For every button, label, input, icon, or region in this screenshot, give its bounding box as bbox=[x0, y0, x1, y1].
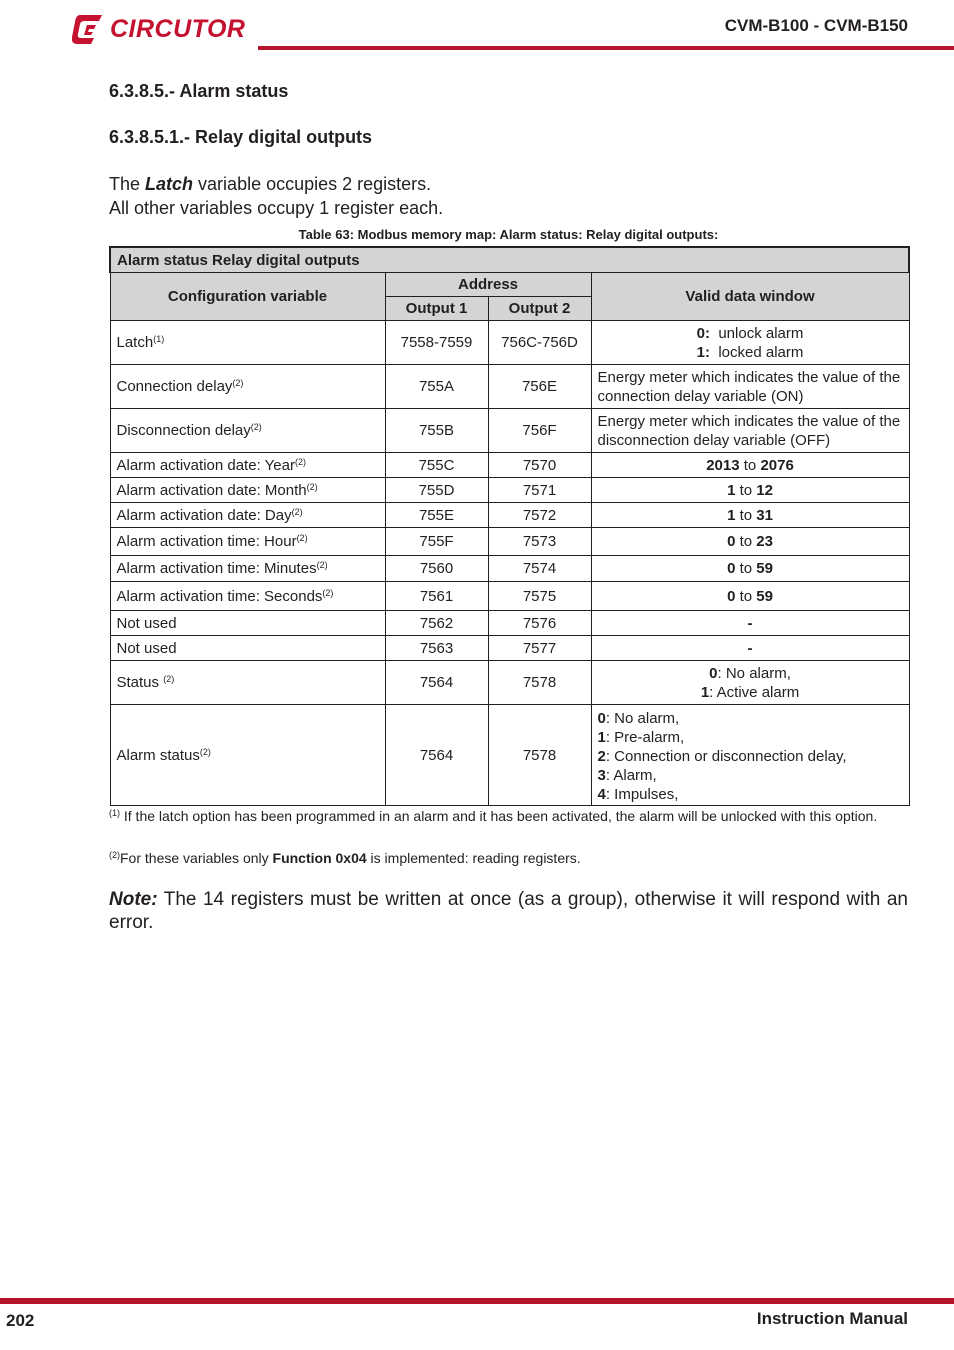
brand-logo bbox=[72, 12, 245, 46]
table-row: Alarm activation time: Seconds$^{(2)}$ 7561 7575 0 to 59 bbox=[110, 582, 909, 611]
header-rule bbox=[258, 46, 954, 50]
modbus-register-table bbox=[109, 246, 910, 806]
subsection-heading: 6.3.8.5.1.- Relay digital outputs bbox=[109, 127, 373, 147]
latch-valid-values: 0: unlock alarm 1: locked alarm bbox=[591, 321, 909, 365]
table-row: Alarm activation time: Hour$^{(2)}$ 755F 7573 0 to 23 bbox=[110, 528, 909, 556]
header-config-variable: Configuration variable bbox=[110, 273, 385, 321]
table-row: Alarm status$^{(2)}$ 7564 7578 0: No alarm, 1: Pre-alarm, 2: Connection or disconnection delay, 3: Alarm, 4: Impulses, bbox=[110, 705, 909, 806]
page-number: 202 bbox=[6, 1311, 35, 1330]
table-row: Alarm activation date: Month$^{(2)}$ 755D 7571 1 to 12 bbox=[110, 478, 909, 503]
header-output-2: Output 2 bbox=[488, 297, 591, 321]
footnote-2: $^{(2)}$For these variables only Function 0x04 is implemented: reading registers. bbox=[109, 850, 581, 866]
circutor-logo-icon bbox=[72, 13, 106, 45]
brand-name: CIRCUTOR bbox=[110, 14, 246, 43]
latch-word: Latch bbox=[145, 174, 194, 194]
table-row: Not used 7563 7577 - bbox=[110, 636, 909, 661]
header-address: Address bbox=[385, 273, 591, 297]
note-label: Note: bbox=[109, 889, 158, 910]
footnote-1: $^{(1)}$ If the latch option has been programmed in an alarm and it has been activated, the alarm will be unlocked with this option. bbox=[109, 808, 878, 824]
note-paragraph: Note: The 14 registers must be written at once (as a group), otherwise it will respond with an error. bbox=[109, 889, 908, 933]
table-row: Disconnection delay$^{(2)}$ 755B 756F Energy meter which indicates the value of the disconnection delay variable (OFF) bbox=[110, 409, 909, 453]
intro-text bbox=[109, 172, 443, 220]
document-title: CVM-B100 - CVM-B150 bbox=[724, 16, 908, 35]
table-title: Alarm status Relay digital outputs bbox=[110, 247, 909, 273]
header-valid-data-window: Valid data window bbox=[591, 273, 909, 321]
alarm-status-valid-values: 0: No alarm, 1: Pre-alarm, 2: Connection or disconnection delay, 3: Alarm, 4: Impulses, bbox=[591, 705, 909, 806]
table-row: Status $^{(2)}$ 7564 7578 0: No alarm, 1: Active alarm bbox=[110, 661, 909, 705]
intro-line-2: All other variables occupy 1 register each. bbox=[109, 198, 444, 218]
table-row: Alarm activation date: Year$^{(2)}$ 755C 7570 2013 to 2076 bbox=[110, 453, 909, 478]
intro-line-1: The Latch variable occupies 2 registers. bbox=[109, 174, 432, 194]
table-row: Alarm activation time: Minutes$^{(2)}$ 7560 7574 0 to 59 bbox=[110, 556, 909, 582]
footer-rule bbox=[0, 1298, 954, 1304]
footer-title: Instruction Manual bbox=[756, 1309, 908, 1328]
table-caption: Table 63: Modbus memory map: Alarm status: Relay digital outputs: bbox=[298, 227, 719, 242]
section-heading: 6.3.8.5.- Alarm status bbox=[109, 81, 289, 101]
table-row: Connection delay$^{(2)}$ 755A 756E Energy meter which indicates the value of the connection delay variable (ON) bbox=[110, 365, 909, 409]
header-output-1: Output 1 bbox=[385, 297, 488, 321]
table-row: Latch$^{(1)}$ 7558-7559 756C-756D 0: unlock alarm 1: locked alarm bbox=[110, 321, 909, 365]
table-row: Alarm activation date: Day$^{(2)}$ 755E 7572 1 to 31 bbox=[110, 503, 909, 528]
table-row: Not used 7562 7576 - bbox=[110, 611, 909, 636]
status-valid-values: 0: No alarm, 1: Active alarm bbox=[591, 661, 909, 705]
